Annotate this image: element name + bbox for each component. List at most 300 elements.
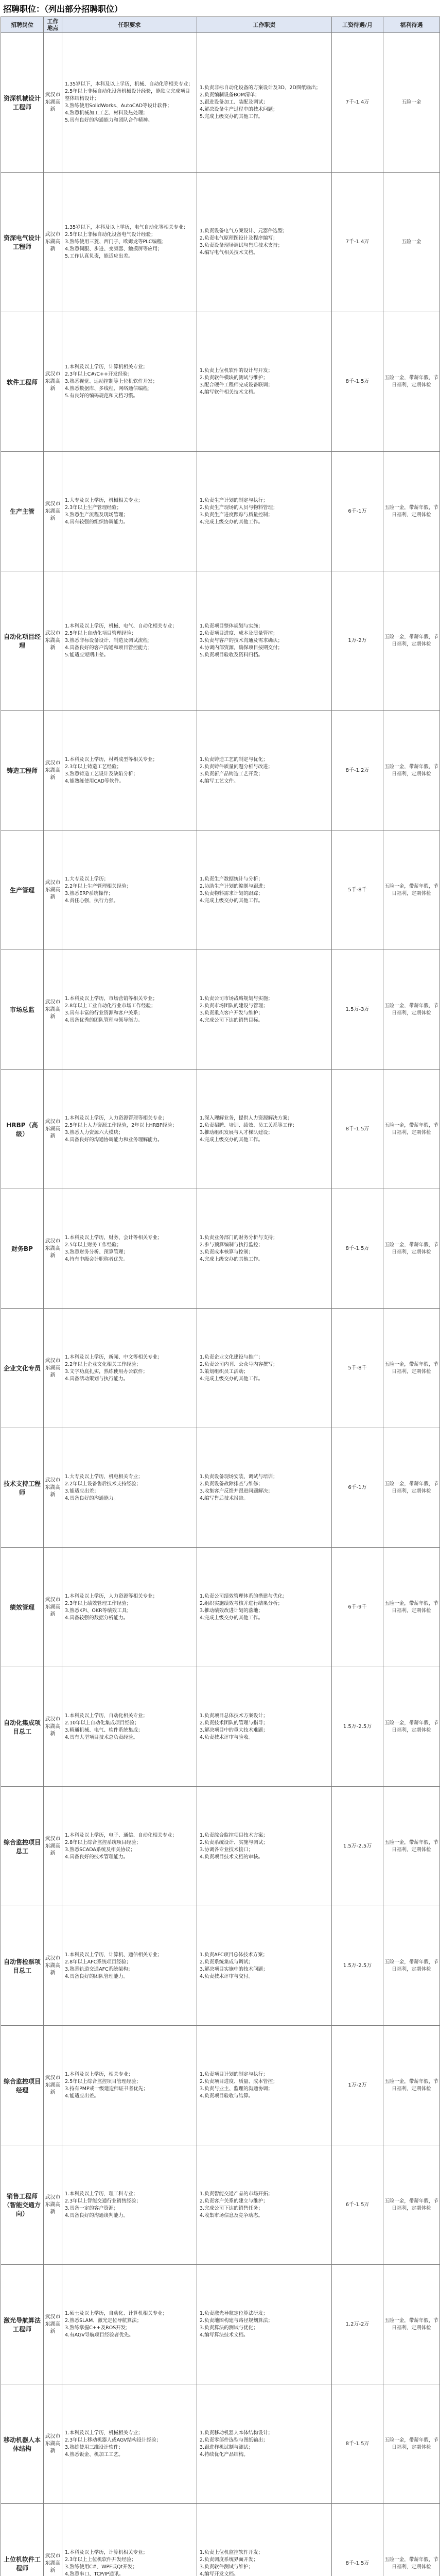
job-duties [197, 2145, 332, 2265]
duty-line: 2.负责调度系统界面开发； [200, 2556, 258, 2563]
job-duties [197, 831, 332, 950]
job-location: 武汉市东湖高新 [44, 571, 62, 711]
job-requirements [62, 173, 197, 312]
job-salary: 6千-9千 [332, 1548, 383, 1667]
job-salary: 1.5万-2.5万 [332, 1906, 383, 2026]
duty-line: 3.负责与业主、监理的沟通协调； [200, 2086, 273, 2092]
requirement-line: 1.本科及以上学历，人力资源等相关专业； [65, 1593, 158, 1599]
duty-line: 2.负责项目进度、质量、成本管控； [200, 2078, 278, 2084]
job-requirements [62, 1309, 197, 1428]
job-location: 武汉市东湖高新 [44, 452, 62, 571]
duty-line: 1.负责非标自动化设备的方案设计及3D、2D图纸输出； [200, 85, 321, 91]
requirement-line: 4.责任心强，执行力强。 [65, 897, 119, 904]
requirement-line: 4.有AGV导航项目经验者优先。 [65, 2332, 134, 2338]
job-title: 自动售检票项目总工 [1, 1906, 44, 2026]
job-salary: 6千-1.5万 [332, 2145, 383, 2265]
job-location: 武汉市东湖高新 [44, 1309, 62, 1428]
header-position: 招聘岗位 [1, 17, 44, 33]
duty-line: 1.负责公司绩效管理体系的搭建与优化； [200, 1593, 288, 1599]
duty-line: 3.负责生产进度跟踪与质量控制； [200, 512, 273, 518]
requirement-line: 4.具备良好的沟通协调能力和业务理解能力。 [65, 1137, 163, 1143]
requirement-line: 2.5年以上人力资源工作经验，2年以上HRBP经验； [65, 1122, 178, 1128]
duty-line: 5.完成上级交办的其他工作。 [200, 114, 263, 120]
requirement-line: 1.本科及以上学历，材料成型等相关专业； [65, 756, 158, 762]
requirement-line: 2.2年以上设备售后技术支持经验； [65, 1481, 142, 1487]
requirement-line: 3.文字功底扎实，熟练使用办公软件； [65, 1368, 148, 1375]
header-benefits: 福利待遇 [383, 17, 440, 33]
job-title: 销售工程师（智能交通方向） [1, 2145, 44, 2265]
job-duties [197, 33, 332, 173]
table-row [1, 950, 440, 1070]
job-title: 资深电气设计工程师 [1, 173, 44, 312]
table-row [1, 2026, 440, 2145]
table-row [1, 1428, 440, 1548]
job-requirements [62, 1548, 197, 1667]
job-duties [197, 2026, 332, 2145]
requirement-line: 2.3年以上铸造工艺经验； [65, 764, 122, 770]
job-benefits: 五险一金，带薪年假，节日福利，定期体检 [383, 452, 440, 571]
requirement-line: 4.具备优秀的团队管理与领导能力。 [65, 1017, 143, 1023]
job-title: 移动机器人本体结构 [1, 2384, 44, 2504]
table-row [1, 1787, 440, 1906]
job-salary: 8千-1.5万 [332, 2504, 383, 2576]
duty-line: 4.协调内部资源，确保项目按期交付； [200, 645, 283, 651]
job-title: 激光导航算法工程师 [1, 2265, 44, 2384]
requirement-line: 1.本科及以上学历，机械相关专业； [65, 2430, 143, 2436]
job-duties [197, 173, 332, 312]
duty-line: 3.负责设备现场调试与售后技术支持； [200, 243, 283, 248]
job-salary: 8千-1.5万 [332, 1070, 383, 1189]
job-salary: 7千-1.4万 [332, 33, 383, 173]
job-salary: 6千-1万 [332, 452, 383, 571]
requirement-line: 2.3年以上绩效管理工作经验； [65, 1600, 132, 1606]
duty-line: 1.负责设备电气方案设计、元器件选型； [200, 228, 288, 234]
duty-line: 3.负责成本核算与控制； [200, 1249, 254, 1255]
job-title: 生产管理 [1, 831, 44, 950]
job-location: 武汉市东湖高新 [44, 2145, 62, 2265]
job-benefits: 五险一金，带薪年假，节日福利，定期体检 [383, 312, 440, 452]
requirement-line: 4.具备良好的沟通能力。 [65, 1495, 119, 1501]
job-benefits: 五险一金，带薪年假，节日福利，定期体检 [383, 571, 440, 711]
job-table [1, 16, 440, 2576]
duty-line: 2.负责市场团队的建设与管理； [200, 1003, 268, 1009]
job-benefits: 五险一金，带薪年假，节日福利，定期体检 [383, 2145, 440, 2265]
job-location: 武汉市东湖高新 [44, 2265, 62, 2384]
duty-line: 1.负责项目总体技术方案设计； [200, 1713, 268, 1719]
requirement-line: 2.10年以上自动化集成项目经验； [65, 1720, 139, 1726]
duty-line: 3.负责新产品铸造工艺开发； [200, 771, 263, 777]
requirement-line: 1.本科及以上学历，计算机相关专业； [65, 2549, 148, 2555]
duty-line: 4.持续优化产品结构。 [200, 2451, 249, 2458]
duty-line: 4.编写电气相关技术文档。 [200, 250, 258, 256]
requirement-line: 2.5年以上非标自动化设备机械设计经验，能独立完成项目整体结构设计； [65, 89, 190, 101]
requirement-line: 4.能适应出差。 [65, 2093, 99, 2099]
job-duties [197, 1667, 332, 1787]
duty-line: 3.解决项目实施中的技术问题； [200, 1966, 268, 1972]
duty-line: 1.负责AFC项目总体技术方案； [200, 1952, 268, 1958]
duty-line: 1.负责智能交通产品的市场开拓； [200, 2191, 273, 2197]
job-salary: 1.5万-2.5万 [332, 1667, 383, 1787]
duty-line: 4.完成上级交办的其他工作。 [200, 1137, 263, 1143]
job-duties [197, 2504, 332, 2576]
table-row [1, 2504, 440, 2576]
job-title: 企业文化专员 [1, 1309, 44, 1428]
job-requirements [62, 2504, 197, 2576]
job-requirements [62, 312, 197, 452]
requirement-line: 3.能适应出差； [65, 1488, 99, 1494]
job-title: 上位机软件工程师 [1, 2504, 44, 2576]
duty-line: 4.负责项目技术文档的审核。 [200, 1854, 263, 1860]
requirement-line: 1.本科及以上学历，自动化相关专业； [65, 1713, 148, 1719]
duty-line: 1.负责企业文化建设与推广； [200, 1354, 263, 1360]
duty-line: 5.负责项目验收及资料归档。 [200, 652, 263, 658]
requirement-line: 4.具备良好的客户沟通和项目管控能力； [65, 645, 153, 651]
job-salary: 5千-8千 [332, 831, 383, 950]
requirement-line: 4.能熟练使用CAD等软件。 [65, 778, 125, 784]
duty-line: 3.收集客户反馈并跟进问题解决； [200, 1488, 273, 1494]
requirement-line: 5.具有良好的沟通能力和团队合作精神。 [65, 117, 153, 123]
job-duties [197, 1906, 332, 2026]
requirement-line: 2.3年以上智能交通行业销售经验； [65, 2198, 142, 2204]
duty-line: 2.负责软件模块的测试与维护； [200, 375, 268, 381]
job-location: 武汉市东湖高新 [44, 831, 62, 950]
duty-line: 3.策划组织员工活动； [200, 1368, 249, 1375]
duty-line: 2.负责地图构建与路径规划算法； [200, 2317, 273, 2324]
requirement-line: 1.本科及以上学历，理工科专业； [65, 2191, 138, 2197]
duty-line: 2.负责零部件选型与图纸输出； [200, 2437, 268, 2443]
job-location: 武汉市东湖高新 [44, 1548, 62, 1667]
requirement-line: 3.熟悉视觉、运动控制等上位机软件开发； [65, 379, 158, 384]
requirement-line: 3.具有丰富的行业资源和客户关系； [65, 1010, 143, 1016]
job-title: 技术支持工程师 [1, 1428, 44, 1548]
requirement-line: 3.熟练使用三菱、西门子、欧姆龙等PLC编程； [65, 239, 167, 245]
requirement-line: 4.具备良好的团队管理能力。 [65, 1973, 129, 1979]
requirement-line: 3.熟悉KPI、OKR等绩效工具； [65, 1607, 132, 1614]
job-duties [197, 1070, 332, 1189]
requirement-line: 3.精通机械、电气、软件系统集成； [65, 1727, 143, 1733]
requirement-line: 2.3年以上C#/C++开发经验； [65, 371, 133, 377]
requirement-line: 3.熟练掌握C++及ROS开发； [65, 2325, 131, 2331]
job-requirements [62, 950, 197, 1070]
duty-line: 1.负责移动机器人本体结构设计； [200, 2430, 273, 2436]
duty-line: 3.解决项目中的重大技术难题； [200, 1727, 268, 1733]
duty-line: 2.负责编制设备BOM清单； [200, 92, 260, 98]
job-requirements [62, 2384, 197, 2504]
duty-line: 4.编写售后技术报告。 [200, 1495, 249, 1501]
job-requirements [62, 831, 197, 950]
job-location: 武汉市东湖高新 [44, 1070, 62, 1189]
duty-line: 4.负责技术评审与验收。 [200, 1734, 254, 1740]
requirement-line: 1.35岁以下，本科及以上学历，电气自动化等相关专业； [65, 225, 188, 230]
requirement-line: 4.具有较强的组织协调能力。 [65, 519, 129, 525]
job-salary: 1.2万-2万 [332, 2265, 383, 2384]
job-title: 自动化集成项目总工 [1, 1667, 44, 1787]
job-title: 铸造工程师 [1, 711, 44, 831]
table-row [1, 33, 440, 173]
duty-line: 2.负责系统集成与调试； [200, 1959, 254, 1965]
duty-line: 1.负责生产数据统计与分析； [200, 876, 263, 882]
duty-line: 1.负责上位机监控软件开发； [200, 2549, 263, 2555]
job-requirements [62, 571, 197, 711]
job-title: 绩效管理 [1, 1548, 44, 1667]
duty-line: 4.编写开发文档。 [200, 2571, 239, 2576]
job-benefits: 五险一金，带薪年假，节日福利，定期体检 [383, 1070, 440, 1189]
requirement-line: 3.持有PMP或一级建造师证书者优先； [65, 2086, 148, 2092]
job-location: 武汉市东湖高新 [44, 312, 62, 452]
table-row [1, 1309, 440, 1428]
requirement-line: 3.熟悉ERP系统操作； [65, 890, 113, 896]
job-requirements [62, 1906, 197, 2026]
job-location: 武汉市东湖高新 [44, 1787, 62, 1906]
job-requirements [62, 1667, 197, 1787]
job-location: 武汉市东湖高新 [44, 950, 62, 1070]
duty-line: 2.负责系统设计、实施与调试； [200, 1839, 268, 1845]
table-row [1, 1548, 440, 1667]
duty-line: 1.负责铸造工艺的制定与优化； [200, 756, 268, 762]
job-requirements [62, 2026, 197, 2145]
duty-line: 4.收集市场信息及竞争动态。 [200, 2212, 263, 2218]
duty-line: 2.负责铸件质量问题分析与改进； [200, 764, 273, 770]
job-salary: 8千-1.5万 [332, 2384, 383, 2504]
requirement-line: 1.本科及以上学历，人力资源管理等相关专业； [65, 1115, 168, 1121]
job-location: 武汉市东湖高新 [44, 2384, 62, 2504]
requirement-line: 3.熟悉非标设备设计、制造及调试流程； [65, 638, 153, 643]
duty-line: 4.完成上级交办的其他工作。 [200, 519, 263, 525]
requirement-line: 4.熟悉数据库、多线程、网络通信编程； [65, 386, 153, 392]
duty-line: 4.编写工艺文件。 [200, 778, 239, 784]
requirement-line: 4.熟悉伺服、步进、变频器、触摸屏等应用； [65, 246, 163, 252]
requirement-line: 1.本科及以上学历，市场营销等相关专业； [65, 995, 158, 1002]
job-requirements [62, 711, 197, 831]
page-title-bar [0, 0, 440, 16]
requirement-line: 2.3年以上移动机器人或AGV结构设计经验； [65, 2437, 162, 2443]
duty-line: 2.负责技术团队的管理与指导； [200, 1720, 268, 1726]
requirement-line: 2.3年以上上位机软件开发经验； [65, 2556, 136, 2563]
job-benefits: 五险一金，带薪年假，节日福利，定期体检 [383, 1906, 440, 2026]
requirement-line: 3.熟悉SCADA系统及相关协议； [65, 1846, 135, 1853]
duty-line: 2.负责设备故障排查与维修； [200, 1481, 263, 1487]
job-title: 软件工程师 [1, 312, 44, 452]
requirement-line: 1.硕士及以上学历，自动化、计算机相关专业； [65, 2310, 168, 2316]
table-row [1, 452, 440, 571]
job-salary: 6千-1万 [332, 1428, 383, 1548]
duty-line: 4.编写算法技术文档。 [200, 2332, 249, 2338]
job-duties [197, 711, 332, 831]
job-benefits: 五险一金，带薪年假，节日福利，定期体检 [383, 950, 440, 1070]
requirement-line: 3.熟悉财务分析、预算管理； [65, 1249, 129, 1255]
duty-line: 4.完成上级交办的其他工作。 [200, 897, 263, 904]
job-location: 武汉市东湖高新 [44, 1189, 62, 1309]
job-location: 武汉市东湖高新 [44, 2504, 62, 2576]
job-duties [197, 1548, 332, 1667]
table-row [1, 711, 440, 831]
job-salary: 8千-1.2万 [332, 711, 383, 831]
duty-line: 4.完成公司下达的销售目标。 [200, 1017, 263, 1023]
header-salary: 工资待遇/月 [332, 17, 383, 33]
table-row [1, 173, 440, 312]
requirement-line: 4.熟悉串口、TCP/IP通讯。 [65, 2571, 124, 2576]
job-benefits: 五险一金，带薪年假，节日福利，定期体检 [383, 831, 440, 950]
duty-line: 2.组织实施绩效考核并进行结果分析； [200, 1600, 283, 1606]
requirement-line: 4.具备较强的数据分析能力。 [65, 1615, 129, 1621]
duty-line: 2.参与预算编制与执行监控； [200, 1242, 263, 1248]
duty-line: 2.负责招聘、培训、绩效、员工关系等工作； [200, 1122, 297, 1128]
requirement-line: 3.熟悉人力资源六大模块； [65, 1129, 124, 1136]
duty-line: 4.完成上级交办的其他工作。 [200, 1615, 263, 1621]
duty-line: 1.负责设备现场安装、调试与培训； [200, 1473, 278, 1480]
job-duties [197, 312, 332, 452]
job-benefits: 五险一金，带薪年假，节日福利，定期体检 [383, 1189, 440, 1309]
job-benefits: 五险一金，带薪年假，节日福利，定期体检 [383, 2504, 440, 2576]
job-benefits: 五险一金，带薪年假，节日福利，定期体检 [383, 711, 440, 831]
duty-line: 1.负责业务部门的财务分析与支持； [200, 1234, 278, 1241]
table-row [1, 2384, 440, 2504]
requirement-line: 4.熟悉机械加工工艺、材料及热处理； [65, 110, 148, 116]
job-duties [197, 571, 332, 711]
job-salary: 1万-2万 [332, 571, 383, 711]
duty-line: 1.负责项目计划的制定与执行； [200, 2071, 268, 2077]
requirement-line: 5.工作认真负责，能适应出差。 [65, 253, 133, 259]
duty-line: 1.负责激光导航定位算法研发； [200, 2310, 268, 2316]
duty-line: 1.负责生产计划的制定与执行； [200, 497, 268, 503]
table-header-row [1, 17, 440, 33]
job-location: 武汉市东湖高新 [44, 1428, 62, 1548]
duty-line: 2.负责公司内刊、公众号内容撰写； [200, 1361, 278, 1367]
job-duties [197, 2265, 332, 2384]
job-location: 武汉市东湖高新 [44, 2026, 62, 2145]
requirement-line: 4.具有大型项目技术总负责经验。 [65, 1734, 138, 1740]
job-duties [197, 950, 332, 1070]
duty-line: 1.负责上位机软件的设计与开发； [200, 368, 273, 374]
job-benefits: 五险一金 [383, 173, 440, 312]
requirement-line: 3.熟悉轨道交通AFC系统架构； [65, 1966, 133, 1972]
duty-line: 2.负责生产现场的人员与物料管理； [200, 504, 278, 511]
requirement-line: 4.具备良好的技术管理能力。 [65, 1854, 129, 1860]
requirement-line: 1.本科及以上学历，财务、会计等相关专业； [65, 1234, 163, 1241]
duty-line: 3.协调各专业技术接口； [200, 1846, 254, 1853]
table-row [1, 1070, 440, 1189]
requirement-line: 4.熟悉钣金、机加工工艺。 [65, 2451, 124, 2458]
duty-line: 2.负责客户关系的建立与维护； [200, 2198, 268, 2204]
duty-line: 4.解决设备生产过程中的技术问题； [200, 107, 278, 112]
requirement-line: 2.8年以上工业自动化行业市场工作经验； [65, 1003, 156, 1009]
duty-line: 3.跟进设备加工、装配及调试； [200, 99, 268, 105]
job-title: 综合监控项目经理 [1, 2026, 44, 2145]
job-requirements [62, 1189, 197, 1309]
requirement-line: 3.熟练使用SolidWorks、AutoCAD等设计软件； [65, 103, 172, 109]
job-benefits: 五险一金，带薪年假，节日福利，定期体检 [383, 2384, 440, 2504]
job-requirements [62, 452, 197, 571]
table-row [1, 571, 440, 711]
table-row [1, 831, 440, 950]
job-salary: 7千-1.4万 [332, 173, 383, 312]
job-salary: 1万-2万 [332, 2026, 383, 2145]
duty-line: 4.负责项目验收与结算。 [200, 2093, 254, 2099]
job-location: 武汉市东湖高新 [44, 1667, 62, 1787]
requirement-line: 2.5年以上财务工作经验； [65, 1242, 122, 1248]
table-row [1, 1906, 440, 2026]
requirement-line: 3.熟练使用三维设计软件； [65, 2444, 124, 2450]
requirement-line: 4.具备良好的沟通谈判能力。 [65, 2212, 129, 2218]
table-row [1, 312, 440, 452]
requirement-line: 1.本科及以上学历，机械、电气、自动化相关专业； [65, 623, 178, 629]
requirement-line: 3.熟悉铸造工艺设计及缺陷分析； [65, 771, 138, 777]
duty-line: 3.完成公司下达的销售任务； [200, 2205, 263, 2211]
job-title: 市场总监 [1, 950, 44, 1070]
duty-line: 1.深入理解业务，提供人力资源解决方案； [200, 1115, 293, 1121]
job-title: HRBP（高级） [1, 1070, 44, 1189]
page-title: 招聘职位：（列出部分招聘职位） [3, 4, 123, 14]
job-title: 财务BP [1, 1189, 44, 1309]
requirement-line: 1.本科及以上学历，新闻、中文等相关专业； [65, 1354, 163, 1360]
job-requirements [62, 1428, 197, 1548]
duty-line: 4.完成上级交办的其他工作。 [200, 1256, 263, 1262]
requirement-line: 2.8年以上AFC系统项目经验； [65, 1959, 131, 1965]
duty-line: 4.编写软件相关技术文档。 [200, 389, 258, 395]
requirement-line: 1.本科及以上学历，相关专业； [65, 2071, 133, 2077]
job-location: 武汉市东湖高新 [44, 33, 62, 173]
requirement-line: 5.有良好的编码规范和文档习惯。 [65, 393, 138, 399]
job-benefits: 五险一金，带薪年假，节日福利，定期体检 [383, 1548, 440, 1667]
requirement-line: 3.熟练使用C#、WPF或Qt开发； [65, 2564, 137, 2570]
job-location: 武汉市东湖高新 [44, 1906, 62, 2026]
table-row [1, 2265, 440, 2384]
job-benefits: 五险一金，带薪年假，节日福利，定期体检 [383, 1787, 440, 1906]
job-duties [197, 1428, 332, 1548]
job-duties [197, 1309, 332, 1428]
duty-line: 4.负责技术评审与交付。 [200, 1973, 254, 1979]
table-row [1, 1189, 440, 1309]
job-title: 资深机械设计工程师 [1, 33, 44, 173]
job-location: 武汉市东湖高新 [44, 173, 62, 312]
job-benefits: 五险一金，带薪年假，节日福利，定期体检 [383, 1667, 440, 1787]
job-benefits: 五险一金，带薪年假，节日福利，定期体检 [383, 2026, 440, 2145]
duty-line: 1.负责综合监控项目技术方案； [200, 1832, 268, 1838]
duty-line: 3.跟进样机试制与测试； [200, 2444, 254, 2450]
job-salary: 8千-1.5万 [332, 1189, 383, 1309]
job-title: 综合监控项目总工 [1, 1787, 44, 1906]
duty-line: 3.负责与客户的技术沟通及需求确认； [200, 638, 283, 643]
duty-line: 3.推动绩效改进计划的落地； [200, 1607, 263, 1614]
job-salary: 1.5万-3万 [332, 950, 383, 1070]
duty-line: 3.负责重点客户开发与维护； [200, 1010, 263, 1016]
duty-line: 2.负责项目进度、成本及质量管控； [200, 631, 278, 636]
job-duties [197, 452, 332, 571]
requirement-line: 2.2年以上企业文化相关工作经验； [65, 1361, 142, 1367]
job-benefits: 五险一金，带薪年假，节日福利，定期体检 [383, 1428, 440, 1548]
job-requirements [62, 1070, 197, 1189]
header-duties: 工作职责 [197, 17, 332, 33]
duty-line: 3.配合硬件工程师完成设备联调； [200, 382, 273, 388]
requirement-line: 1.大专及以上学历，机械相关专业； [65, 497, 143, 503]
job-benefits: 五险一金，带薪年假，节日福利，定期体检 [383, 2265, 440, 2384]
header-requirements: 任职要求 [62, 17, 197, 33]
job-title: 生产主管 [1, 452, 44, 571]
requirement-line: 2.2年以上生产管理相关经验； [65, 883, 132, 889]
requirement-line: 1.本科及以上学历，计算机相关专业； [65, 364, 148, 370]
job-location: 武汉市东湖高新 [44, 711, 62, 831]
duty-line: 2.协助生产计划的编制与跟进； [200, 883, 268, 889]
job-requirements [62, 33, 197, 173]
job-benefits: 五险一金 [383, 33, 440, 173]
table-row [1, 1667, 440, 1787]
duty-line: 3.负责软件测试与维护； [200, 2564, 254, 2570]
duty-line: 4.完成上级交办的其他工作。 [200, 1376, 263, 1382]
requirement-line: 1.本科及以上学历，电子、通信、自动化相关专业； [65, 1832, 178, 1838]
requirement-line: 2.5年以上综合监控项目管理经验； [65, 2078, 142, 2084]
job-requirements [62, 2145, 197, 2265]
requirement-line: 1.大专及以上学历； [65, 876, 109, 882]
